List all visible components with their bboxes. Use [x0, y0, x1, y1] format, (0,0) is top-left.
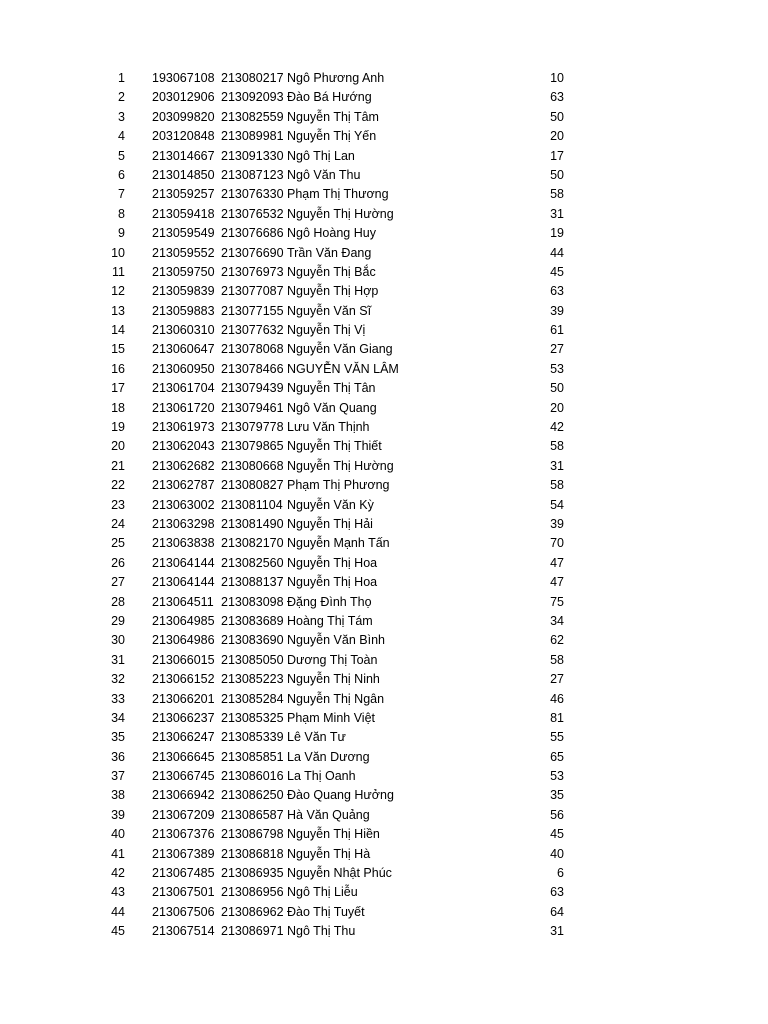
code-b: 213086962 [221, 904, 284, 919]
score: 39 [550, 303, 564, 318]
row-number: 18 [111, 400, 125, 415]
person-name: NGUYỄN VĂN LÂM [287, 361, 399, 376]
row-number: 34 [111, 710, 125, 725]
code-b: 213076690 [221, 245, 284, 260]
table-row [0, 244, 768, 263]
score: 10 [550, 71, 564, 85]
row-number: 2 [118, 90, 125, 105]
table-row [0, 127, 768, 146]
code-b: 213086818 [221, 846, 284, 861]
table-row [0, 496, 768, 515]
code-a: 213014850 [152, 167, 215, 182]
score: 56 [550, 807, 564, 822]
code-b: 213082560 [221, 555, 284, 570]
code-b: 213086587 [221, 807, 284, 822]
person-name: Nguyễn Thị Hải [287, 516, 373, 531]
score: 50 [550, 109, 564, 124]
code-b: 213077632 [221, 323, 284, 338]
person-name: Nguyễn Thị Ninh [287, 672, 380, 687]
code-b: 213087123 [221, 167, 284, 182]
code-a: 213067209 [152, 807, 215, 822]
row-number: 16 [111, 361, 125, 376]
score: 6 [557, 866, 564, 881]
code-b: 213085284 [221, 691, 284, 706]
row-number: 23 [111, 497, 125, 512]
code-a: 213064144 [152, 555, 215, 570]
score: 46 [550, 691, 564, 706]
row-number: 20 [111, 439, 125, 454]
code-a: 213066201 [152, 691, 215, 706]
table-row [0, 728, 768, 747]
code-a: 213063838 [152, 536, 215, 551]
code-a: 213060647 [152, 342, 215, 357]
table-row [0, 903, 768, 922]
code-b: 213076973 [221, 264, 284, 279]
table-row [0, 709, 768, 728]
score: 53 [550, 769, 564, 784]
code-b: 213076686 [221, 226, 284, 241]
code-b: 213080217 [221, 71, 284, 85]
code-a: 213066645 [152, 749, 215, 764]
code-a: 213066152 [152, 672, 215, 687]
code-b: 213085325 [221, 710, 284, 725]
code-a: 203012906 [152, 90, 215, 105]
score: 42 [550, 420, 564, 435]
row-number: 7 [118, 187, 125, 202]
score: 20 [550, 129, 564, 144]
row-number: 13 [111, 303, 125, 318]
table-row [0, 147, 768, 166]
person-name: Phạm Thị Thương [287, 187, 389, 202]
code-a: 213066015 [152, 652, 215, 667]
code-b: 213079461 [221, 400, 284, 415]
code-a: 213062787 [152, 478, 215, 493]
table-row [0, 360, 768, 379]
table-row [0, 476, 768, 495]
person-name: Nguyễn Văn Bình [287, 633, 385, 648]
row-number: 31 [111, 652, 125, 667]
person-name: Đặng Đình Thọ [287, 594, 372, 609]
code-a: 213067501 [152, 885, 215, 900]
table-row [0, 651, 768, 670]
person-name: Dương Thị Toàn [287, 652, 378, 667]
code-a: 213059552 [152, 245, 215, 260]
table-row [0, 825, 768, 844]
table-row [0, 166, 768, 185]
row-number: 30 [111, 633, 125, 648]
person-name: Ngô Hoàng Huy [287, 226, 376, 241]
score: 65 [550, 749, 564, 764]
person-name: Nguyễn Thị Vị [287, 323, 366, 338]
row-number: 14 [111, 323, 125, 338]
score: 40 [550, 846, 564, 861]
row-number: 38 [111, 788, 125, 803]
code-b: 213086250 [221, 788, 284, 803]
code-a: 213062043 [152, 439, 215, 454]
row-number: 8 [118, 206, 125, 221]
score: 17 [550, 148, 564, 163]
table-row [0, 185, 768, 204]
row-number: 28 [111, 594, 125, 609]
table-row [0, 69, 768, 88]
person-name: Nguyễn Thị Ngân [287, 691, 385, 706]
code-a: 213066942 [152, 788, 215, 803]
table-row [0, 263, 768, 282]
score: 58 [550, 652, 564, 667]
row-number: 33 [111, 691, 125, 706]
code-a: 213066237 [152, 710, 215, 725]
code-a: 213062682 [152, 458, 215, 473]
code-b: 213083689 [221, 613, 284, 628]
person-name: Ngô Thị Lan [287, 148, 355, 163]
row-number: 21 [111, 458, 125, 473]
table-row [0, 845, 768, 864]
person-name: Nguyễn Thị Hường [287, 206, 394, 221]
row-number: 19 [111, 420, 125, 435]
table-row [0, 534, 768, 553]
code-b: 213086956 [221, 885, 284, 900]
code-b: 213078466 [221, 361, 284, 376]
person-name: Nguyễn Thị Bắc [287, 264, 376, 279]
person-name: Đào Quang Hưởng [287, 788, 394, 803]
person-name: Nguyễn Văn Kỳ [287, 497, 374, 512]
table-row [0, 437, 768, 456]
row-number: 39 [111, 807, 125, 822]
score: 61 [550, 323, 564, 338]
person-name: Ngô Phương Anh [287, 71, 385, 85]
table-row [0, 767, 768, 786]
code-a: 213059418 [152, 206, 215, 221]
code-a: 213067485 [152, 866, 215, 881]
score: 64 [550, 904, 564, 919]
table-row [0, 88, 768, 107]
table-row [0, 883, 768, 902]
score: 75 [550, 594, 564, 609]
code-b: 213086971 [221, 924, 284, 939]
score: 81 [550, 710, 564, 725]
code-b: 213085050 [221, 652, 284, 667]
score: 20 [550, 400, 564, 415]
code-b: 213079439 [221, 381, 284, 396]
table-row [0, 806, 768, 825]
score: 58 [550, 439, 564, 454]
code-b: 213085851 [221, 749, 284, 764]
row-number: 9 [118, 226, 125, 241]
score: 47 [550, 575, 564, 590]
table-row [0, 205, 768, 224]
code-a: 213064511 [152, 594, 214, 609]
code-a: 213067376 [152, 827, 215, 842]
row-number: 10 [111, 245, 125, 260]
code-a: 213059883 [152, 303, 215, 318]
row-number: 25 [111, 536, 125, 551]
row-number: 37 [111, 769, 125, 784]
person-name: Nguyễn Mạnh Tấn [287, 536, 390, 551]
table-row [0, 302, 768, 321]
table-row [0, 282, 768, 301]
table-row [0, 748, 768, 767]
score: 55 [550, 730, 564, 745]
code-a: 213060310 [152, 323, 215, 338]
table-row [0, 224, 768, 243]
score: 50 [550, 381, 564, 396]
code-b: 213082559 [221, 109, 284, 124]
code-b: 213080827 [221, 478, 284, 493]
code-b: 213086798 [221, 827, 284, 842]
person-name: Nguyễn Thị Hiền [287, 827, 380, 842]
table-row [0, 593, 768, 612]
score: 63 [550, 90, 564, 105]
code-a: 203120848 [152, 129, 215, 144]
code-b: 213086016 [221, 769, 284, 784]
score: 50 [550, 167, 564, 182]
row-number: 4 [118, 129, 125, 144]
code-a: 213067514 [152, 924, 215, 939]
person-name: Đào Thị Tuyết [287, 904, 365, 919]
row-number: 1 [118, 71, 125, 85]
table-row [0, 690, 768, 709]
code-a: 213059839 [152, 284, 215, 299]
table-row [0, 418, 768, 437]
person-name: Lê Văn Tư [287, 730, 346, 745]
table-row [0, 399, 768, 418]
person-name: Nguyễn Thị Yến [287, 129, 377, 144]
code-b: 213091330 [221, 148, 284, 163]
code-b: 213077155 [221, 303, 284, 318]
score: 31 [550, 924, 564, 939]
person-name: Nguyễn Thị Hường [287, 458, 394, 473]
score: 27 [550, 672, 564, 687]
code-a: 213060950 [152, 361, 215, 376]
code-b: 213080668 [221, 458, 284, 473]
person-name: Ngô Thị Thu [287, 924, 356, 939]
person-name: Lưu Văn Thịnh [287, 420, 370, 435]
table-row [0, 321, 768, 340]
person-name: Nguyễn Thị Tân [287, 381, 376, 396]
code-a: 213059257 [152, 187, 215, 202]
person-name: La Thị Oanh [287, 769, 356, 784]
code-b: 213083690 [221, 633, 284, 648]
score: 58 [550, 478, 564, 493]
person-name: Hoàng Thị Tám [287, 613, 373, 628]
score: 45 [550, 264, 564, 279]
row-number: 36 [111, 749, 125, 764]
person-name: Nguyễn Nhật Phúc [287, 866, 392, 881]
row-number: 5 [118, 148, 125, 163]
person-name: Nguyễn Thị Tâm [287, 109, 379, 124]
row-number: 17 [111, 381, 125, 396]
row-number: 29 [111, 613, 125, 628]
code-a: 213059549 [152, 226, 215, 241]
code-a: 213064144 [152, 575, 215, 590]
code-a: 213066745 [152, 769, 215, 784]
code-a: 213066247 [152, 730, 215, 745]
person-name: Ngô Văn Thu [287, 167, 361, 182]
data-table [0, 69, 768, 942]
score: 19 [550, 226, 564, 241]
table-row [0, 786, 768, 805]
score: 53 [550, 361, 564, 376]
row-number: 12 [111, 284, 125, 299]
score: 31 [550, 206, 564, 221]
row-number: 22 [111, 478, 125, 493]
row-number: 41 [111, 846, 125, 861]
code-b: 213076532 [221, 206, 284, 221]
row-number: 11 [112, 264, 125, 279]
code-a: 213059750 [152, 264, 215, 279]
row-number: 3 [118, 109, 125, 124]
row-number: 35 [111, 730, 125, 745]
person-name: Ngô Văn Quang [287, 400, 377, 415]
row-number: 24 [111, 516, 125, 531]
person-name: Trần Văn Đang [287, 245, 372, 260]
table-row [0, 340, 768, 359]
code-b: 213088137 [221, 575, 284, 590]
score: 45 [550, 827, 564, 842]
score: 35 [550, 788, 564, 803]
code-b: 213085339 [221, 730, 284, 745]
person-name: Ngô Thị Liễu [287, 885, 358, 900]
row-number: 32 [111, 672, 125, 687]
code-a: 193067108 [152, 71, 215, 85]
score: 54 [550, 497, 564, 512]
person-name: Nguyễn Thị Hoa [287, 575, 378, 590]
score: 63 [550, 284, 564, 299]
person-name: Nguyễn Thị Hoa [287, 555, 378, 570]
row-number: 40 [111, 827, 125, 842]
row-number: 26 [111, 555, 125, 570]
score: 62 [550, 633, 564, 648]
code-a: 213064986 [152, 633, 215, 648]
code-a: 213063002 [152, 497, 215, 512]
row-number: 6 [118, 167, 125, 182]
person-name: Nguyễn Thị Thiết [287, 439, 382, 454]
score: 47 [550, 555, 564, 570]
score: 63 [550, 885, 564, 900]
table-row [0, 457, 768, 476]
table-row [0, 379, 768, 398]
code-a: 213014667 [152, 148, 215, 163]
code-b: 213089981 [221, 129, 284, 144]
person-name: Phạm Thị Phương [287, 478, 390, 493]
score: 31 [550, 458, 564, 473]
code-a: 213061720 [152, 400, 215, 415]
row-number: 27 [111, 575, 125, 590]
code-a: 203099820 [152, 109, 215, 124]
code-a: 213061973 [152, 420, 215, 435]
row-number: 42 [111, 866, 125, 881]
code-b: 213077087 [221, 284, 284, 299]
table-row [0, 108, 768, 127]
score: 27 [550, 342, 564, 357]
code-b: 213081104 [221, 497, 283, 512]
code-b: 213082170 [221, 536, 284, 551]
table-row [0, 670, 768, 689]
table-row [0, 554, 768, 573]
person-name: Đào Bá Hướng [287, 90, 372, 105]
code-a: 213067506 [152, 904, 215, 919]
code-b: 213092093 [221, 90, 284, 105]
code-a: 213064985 [152, 613, 215, 628]
code-a: 213067389 [152, 846, 215, 861]
table-row [0, 612, 768, 631]
score: 39 [550, 516, 564, 531]
code-b: 213079778 [221, 420, 284, 435]
row-number: 45 [111, 924, 125, 939]
row-number: 15 [111, 342, 125, 357]
code-b: 213086935 [221, 866, 284, 881]
code-b: 213078068 [221, 342, 284, 357]
table-row [0, 922, 768, 941]
person-name: Nguyễn Văn Sĩ [287, 303, 372, 318]
code-a: 213061704 [152, 381, 215, 396]
table-row [0, 573, 768, 592]
code-b: 213085223 [221, 672, 284, 687]
code-b: 213083098 [221, 594, 284, 609]
person-name: Hà Văn Quảng [287, 807, 370, 822]
row-number: 43 [111, 885, 125, 900]
table-row [0, 515, 768, 534]
table-row [0, 631, 768, 650]
person-name: La Văn Dương [287, 749, 370, 764]
code-b: 213079865 [221, 439, 284, 454]
person-name: Nguyễn Thị Hà [287, 846, 371, 861]
person-name: Nguyễn Văn Giang [287, 342, 393, 357]
person-name: Nguyễn Thị Hợp [287, 284, 379, 299]
code-b: 213081490 [221, 516, 284, 531]
score: 70 [550, 536, 564, 551]
score: 44 [550, 245, 564, 260]
person-name: Phạm Minh Việt [287, 710, 376, 725]
score: 34 [550, 613, 564, 628]
code-b: 213076330 [221, 187, 284, 202]
row-number: 44 [111, 904, 125, 919]
table-row [0, 864, 768, 883]
code-a: 213063298 [152, 516, 215, 531]
score: 58 [550, 187, 564, 202]
